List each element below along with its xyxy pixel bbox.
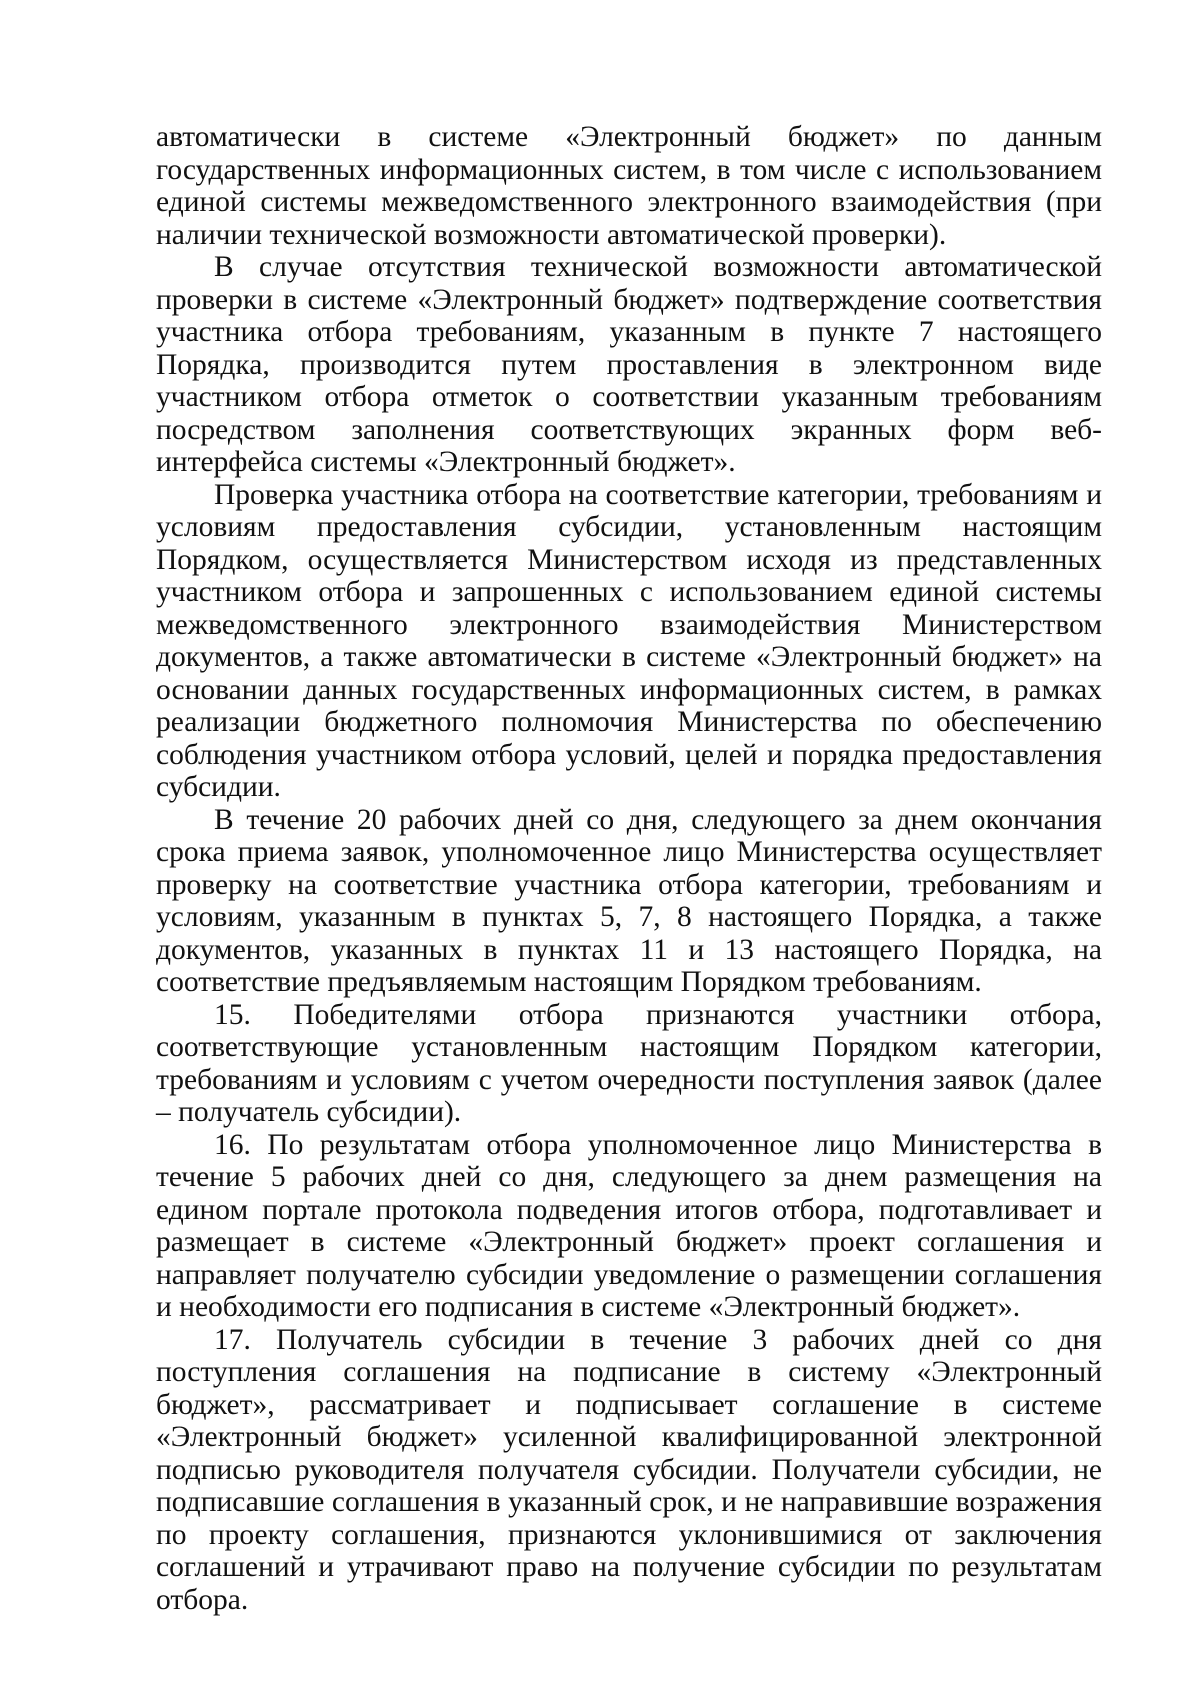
paragraph-manual-confirmation: В случае отсутствия технической возможности автоматической проверки в системе «Электронный бюджет» подтверждение соответствия участника отбора требованиям, указанным в пункте 7 настоящего Порядка, производится путем проставления в электронном виде участником отбора отметок о соответствии указанным требованиям посредством заполнения соответствующих экранных форм веб-интерфейса системы «Электронный бюджет». — [156, 251, 1102, 478]
paragraph-participant-check: Проверка участника отбора на соответствие категории, требованиям и условиям предоставления субсидии, установленным настоящим Порядком, осуществляется Министерством исходя из представленных участником отбора и запрошенных с использованием единой системы межведомственного электронного взаимодействия Министерством документов, а также автоматически в системе «Электронный бюджет» на основании данных государственных информационных систем, в рамках реализации бюджетного полномочия Министерства по обеспечению соблюдения участником отбора условий, целей и порядка предоставления субсидии. — [156, 478, 1102, 803]
document-page — [156, 121, 1102, 1616]
paragraph-continuation: автоматически в системе «Электронный бюджет» по данным государственных информационных систем, в том числе с использованием единой системы межведомственного электронного взаимодействия (при наличии технической возможности автоматической проверки). — [156, 121, 1102, 251]
paragraph-item-15: 15. Победителями отбора признаются участники отбора, соответствующие установленным настоящим Порядком категории, требованиям и условиям с учетом очередности поступления заявок (далее – получатель субсидии). — [156, 998, 1102, 1128]
paragraph-item-16: 16. По результатам отбора уполномоченное лицо Министерства в течение 5 рабочих дней со дня, следующего за днем размещения на едином портале протокола подведения итогов отбора, подготавливает и размещает в системе «Электронный бюджет» проект соглашения и направляет получателю субсидии уведомление о размещении соглашения и необходимости его подписания в системе «Электронный бюджет». — [156, 1128, 1102, 1323]
paragraph-item-17: 17. Получатель субсидии в течение 3 рабочих дней со дня поступления соглашения на подписание в систему «Электронный бюджет», рассматривает и подписывает соглашение в системе «Электронный бюджет» усиленной квалифицированной электронной подписью руководителя получателя субсидии. Получатели субсидии, не подписавшие соглашения в указанный срок, и не направившие возражения по проекту соглашения, признаются уклонившимися от заключения соглашений и утрачивают право на получение субсидии по результатам отбора. — [156, 1323, 1102, 1616]
paragraph-review-period: В течение 20 рабочих дней со дня, следующего за днем окончания срока приема заявок, уполномоченное лицо Министерства осуществляет проверку на соответствие участника отбора категории, требованиям и условиям, указанным в пунктах 5, 7, 8 настоящего Порядка, а также документов, указанных в пунктах 11 и 13 настоящего Порядка, на соответствие предъявляемым настоящим Порядком требованиям. — [156, 803, 1102, 998]
